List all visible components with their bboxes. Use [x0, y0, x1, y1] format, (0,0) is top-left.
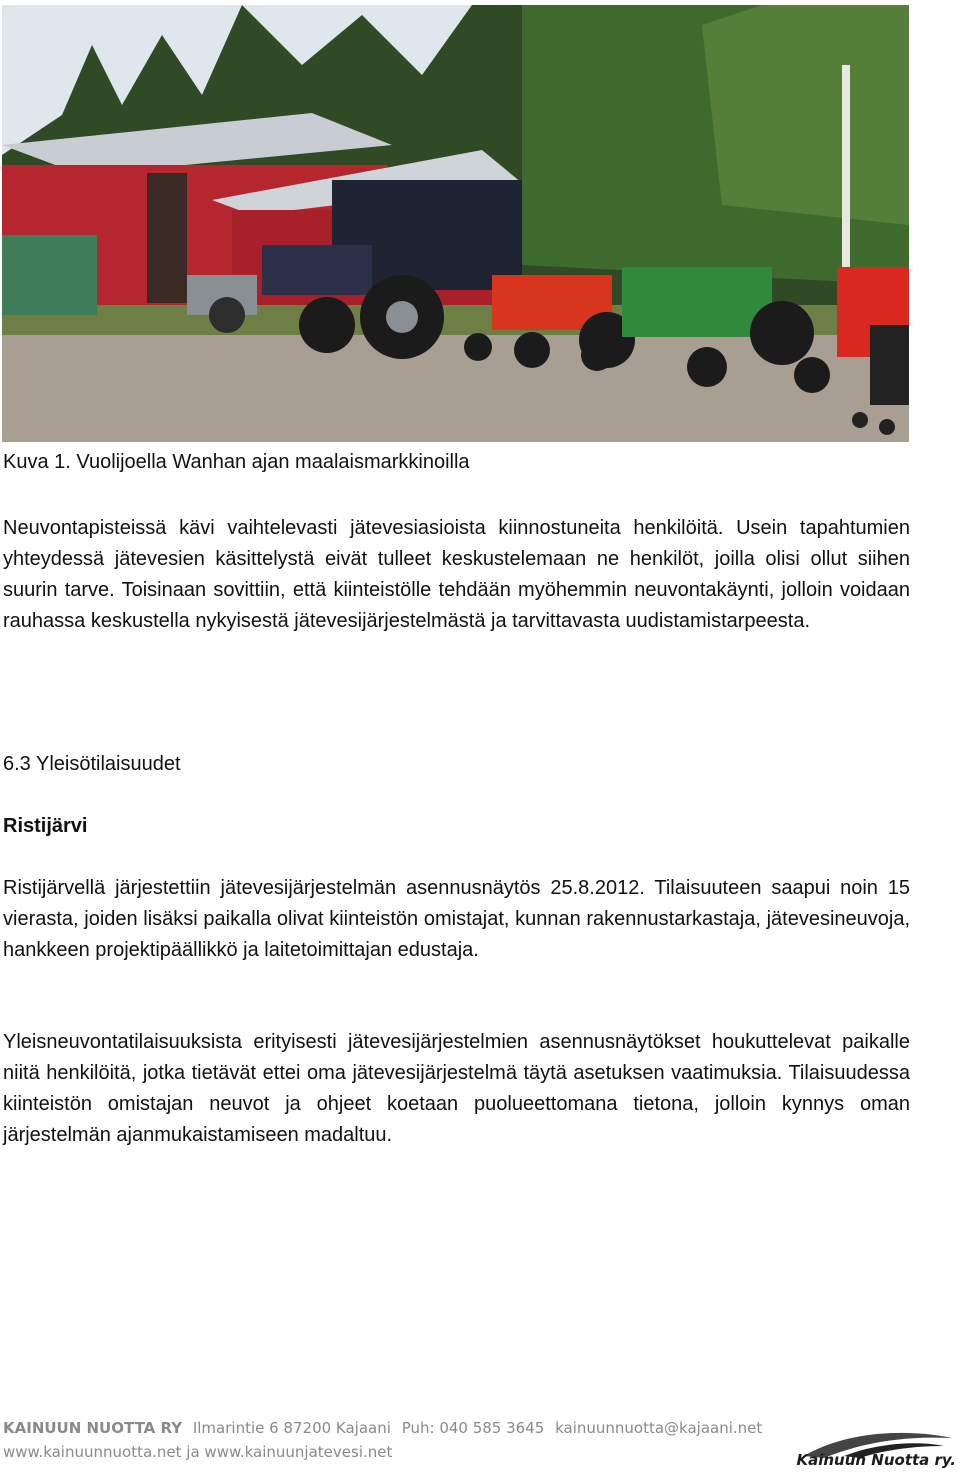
- paragraph-general: Yleisneuvontatilaisuuksista erityisesti jätevesijärjestelmien asennusnäytökset houkuttelevat paikalle niitä henkilöitä, jotka tietävät ettei oma jätevesijärjestelmä täytä asetuksen vaatimuksia. Tilaisuudessa kiinteistön omistajan neuvot ja ohjeet koetaan puolueettomana tietona, jolloin kynnys oman järjestelmän ajanmukaistamiseen madaltuu.: [3, 1031, 910, 1146]
- subheading-ristijarvi: Ristijärvi: [3, 815, 88, 837]
- paragraph-intro: Neuvontapisteissä kävi vaihtelevasti jätevesiasioista kiinnostuneita henkilöitä. Usein tapahtumien yhteydessä jätevesien käsittelystä eivät tulleet keskustelemaan ne henkilöt, joilla olisi ollut siihen suurin tarve. Toisinaan sovittiin, että kiinteistölle tehdään myöhemmin neuvontakäynti, jolloin voidaan rauhassa keskustella nykyisestä jätevesijärjestelmästä ja tarvittavasta uudistamistarpeesta.: [3, 517, 910, 632]
- footer-email[interactable]: kainuunnuotta@kajaani.net: [555, 1419, 763, 1437]
- footer-org: KAINUUN NUOTTA RY: [3, 1419, 183, 1437]
- footer-phone: Puh: 040 585 3645: [401, 1419, 545, 1437]
- paragraph-ristijarvi: Ristijärvellä järjestettiin jätevesijärjestelmän asennusnäytös 25.8.2012. Tilaisuuteen saapui noin 15 vierasta, joiden lisäksi paikalla olivat kiinteistön omistajat, kunnan rakennustarkastaja, jätevesineuvoja, hankkeen projektipäällikkö ja laitetoimittajan edustaja.: [3, 877, 910, 961]
- kainuun-nuotta-logo: [784, 1426, 956, 1472]
- logo-text: Kainuun Nuotta ry.: [796, 1451, 956, 1469]
- footer-address: Ilmarintie 6 87200 Kajaani: [192, 1419, 391, 1437]
- photo-caption: Kuva 1. Vuolijoella Wanhan ajan maalaismarkkinoilla: [3, 451, 470, 473]
- page-footer: [3, 1416, 958, 1471]
- tractors-photo: [2, 5, 909, 442]
- footer-websites[interactable]: www.kainuunnuotta.net ja www.kainuunjatevesi.net: [3, 1443, 393, 1461]
- section-heading: 6.3 Yleisötilaisuudet: [3, 753, 181, 775]
